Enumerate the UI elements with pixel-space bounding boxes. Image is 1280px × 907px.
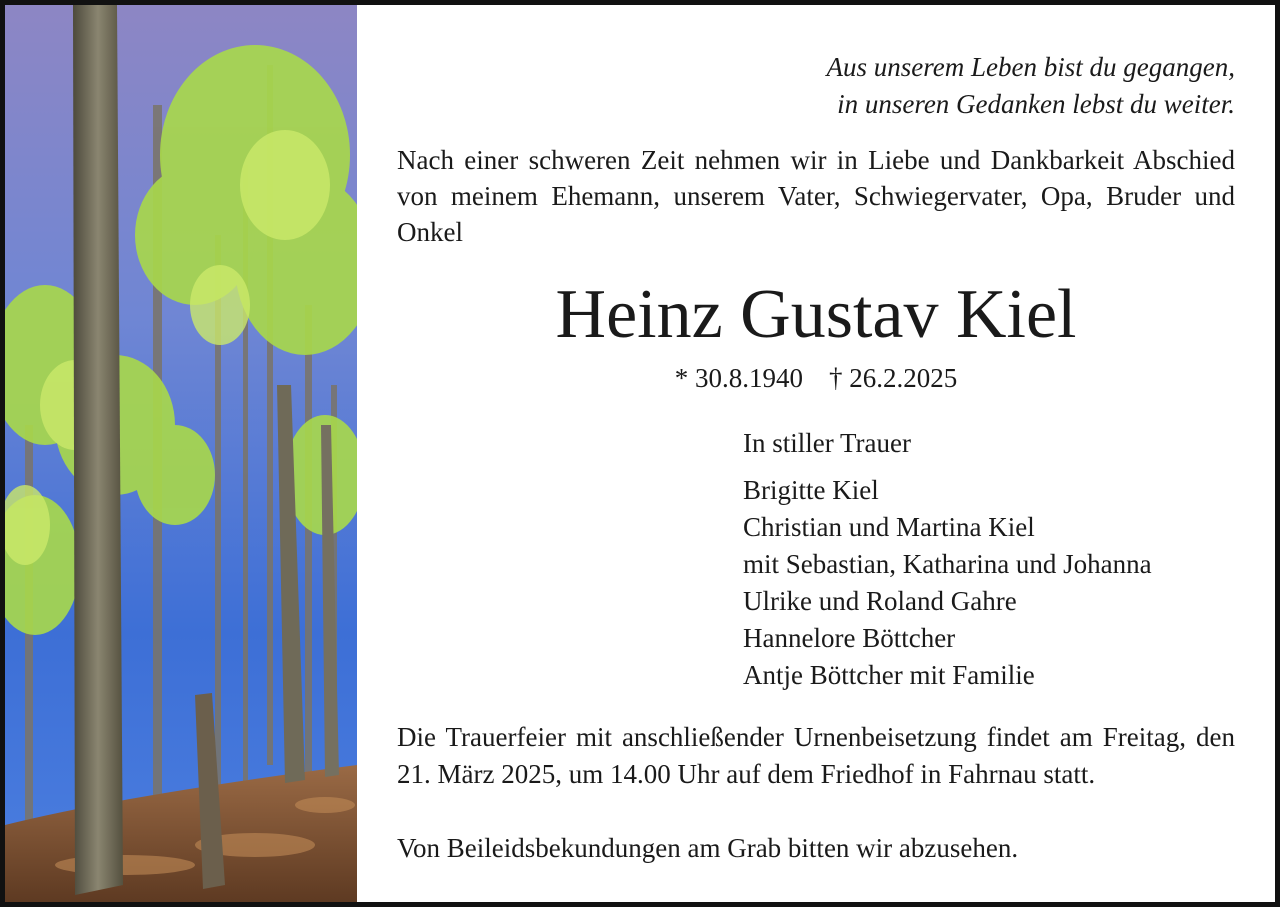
mourners-list: [743, 425, 1152, 694]
birth-date: * 30.8.1940: [674, 363, 803, 393]
motto: [827, 49, 1235, 123]
forest-photo: [5, 5, 357, 902]
mourner-name: mit Sebastian, Katharina und Johanna: [743, 549, 1152, 579]
closing-note: Von Beileidsbekundungen am Grab bitten wir abzusehen.: [397, 833, 1019, 863]
mourner-name: Ulrike und Roland Gahre: [743, 586, 1017, 616]
death-date: † 26.2.2025: [829, 363, 958, 393]
motto-line-2: in unseren Gedanken lebst du weiter.: [837, 89, 1235, 119]
mourner-name: Christian und Martina Kiel: [743, 512, 1035, 542]
mourner-name: Hannelore Böttcher: [743, 623, 956, 653]
deceased-name: Heinz Gustav Kiel: [555, 276, 1077, 353]
funeral-notice: Die Trauerfeier mit anschließender Urnenbeisetzung findet am Freitag, den 21. März 2025, um 14.00 Uhr auf dem Friedhof in Fahrnau statt.: [397, 722, 1235, 789]
mourner-name: Brigitte Kiel: [743, 475, 879, 505]
mourners-heading: In stiller Trauer: [743, 428, 911, 458]
motto-line-1: Aus unserem Leben bist du gegangen,: [826, 52, 1235, 82]
life-dates: [397, 360, 1235, 396]
intro-text: Nach einer schweren Zeit nehmen wir in Liebe und Dankbarkeit Abschied von meinem Ehemann, unserem Vater, Schwiegervater, Opa, Bruder und Onkel: [397, 145, 1235, 247]
mourner-name: Antje Böttcher mit Familie: [743, 660, 1035, 690]
